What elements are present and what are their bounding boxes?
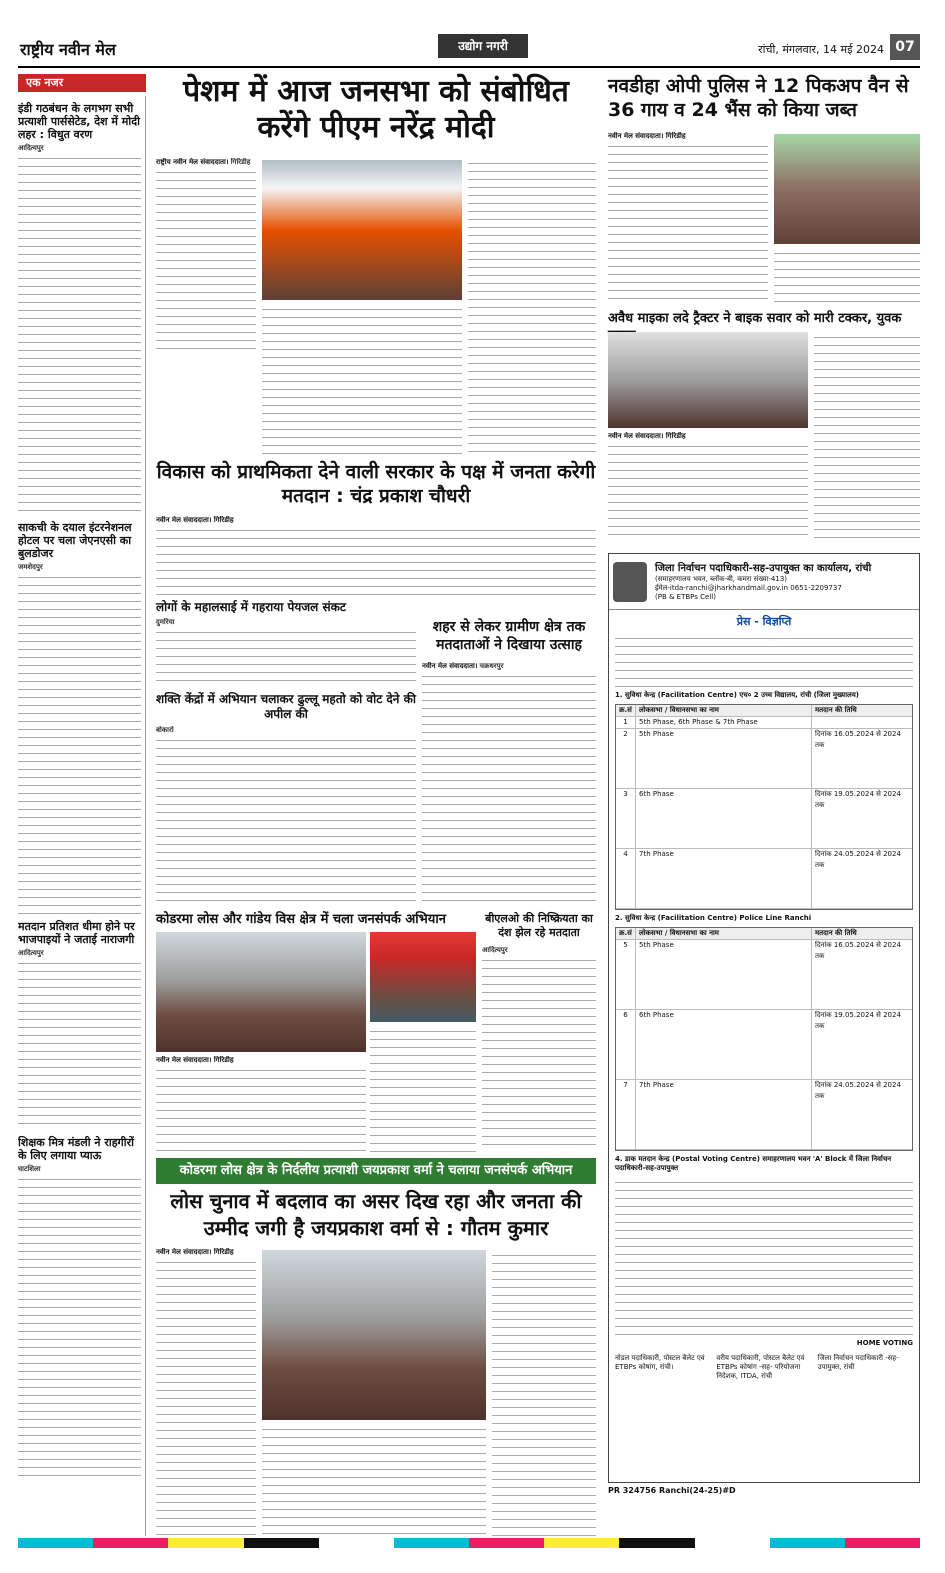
left-item-dateline: आदित्यपुर — [18, 949, 44, 957]
text-lines — [18, 574, 141, 914]
left-item-dateline: जमशेदपुर — [18, 563, 43, 571]
print-color-bar — [18, 1538, 920, 1548]
right-story2-text: नवीन मेल संवाददाता। गिरिडीह — [608, 432, 808, 542]
text-lines — [468, 160, 596, 454]
text-lines — [18, 155, 141, 515]
table-row: 4 7th Phase दिनांक 24.05.2024 से 2024 तक — [616, 849, 912, 909]
text-lines — [492, 1252, 596, 1538]
story8-text: नवीन मेल संवाददाता। गिरिडीह — [156, 1248, 256, 1538]
story8-headline: लोस चुनाव में बदलाव का असर दिख रहा और जनता की उम्मीद जगी है जयप्रकाश वर्मा से : गौतम कुमार — [170, 1189, 582, 1240]
right-story2-text — [814, 332, 920, 542]
notice-section-4: 4. डाक मतदान केन्द्र (Postal Voting Centre) समाहरणालय भवन 'A' Block में जिला निर्वाचन पदाधिकारी-सह-उपायुक्त — [615, 1155, 892, 1172]
notice-section-1: 1. सुविधा केन्द्र (Facilitation Centre) एच० 2 उच्च विद्यालय, रांची (जिला मुख्यालय) — [615, 691, 860, 699]
home-voting-label: HOME VOTING — [856, 1339, 913, 1347]
masthead — [18, 28, 920, 68]
text-lines — [482, 957, 596, 1152]
text-lines — [608, 143, 768, 302]
notice-email: ईमेल-itda-ranchi@jharkhandmail.gov.in 0651-2209737 — [655, 583, 842, 592]
right-lead-text: नवीन मेल संवाददाता। गिरिडीह — [608, 132, 768, 302]
phase-table — [615, 704, 913, 910]
ek-nazar-label: एक नजर — [18, 74, 146, 92]
right-story2-headline: अवैध माइका लदे ट्रैक्टर ने बाइक सवार को मारी टक्कर, युवक — [608, 311, 902, 326]
left-item-headline: मतदान प्रतिशत धीमा होने पर भाजपाइयों ने जताई नाराजगी — [18, 920, 135, 946]
text-lines — [156, 1067, 366, 1152]
rally-stage-photo — [262, 160, 462, 300]
left-news-column — [18, 96, 146, 1536]
story7-headline: बीएलओ की निष्क्रियता का दंश झेल रहे मतदाता — [485, 912, 593, 939]
table-row: 5 5th Phase दिनांक 16.05.2024 से 2024 तक — [616, 940, 912, 1010]
national-emblem-icon — [613, 562, 647, 602]
notice-signatories — [615, 1354, 913, 1381]
text-lines — [156, 737, 416, 906]
campaign-crowd-photo — [156, 932, 366, 1052]
story6-text — [370, 1026, 476, 1152]
signatory-nodal: नोडल पदाधिकारी, पोस्टल बैलेट एवं ETBPs कोषांग, रांची। — [615, 1354, 705, 1371]
text-lines — [615, 635, 913, 687]
story5-headline: शहर से लेकर ग्रामीण क्षेत्र तक मतदाताओं ने दिखाया उत्साह — [432, 619, 586, 653]
story3-headline: लोगों के महालसाई में गहराया पेयजल संकट — [156, 600, 346, 614]
left-item-dateline: घाटशिला — [18, 1165, 41, 1173]
flag-rally-photo — [370, 932, 476, 1022]
story5-text: नवीन मेल संवाददाता। चक्रधरपुर — [422, 662, 596, 906]
signatory-senior: वरीय पदाधिकारी, पोस्टल बैलेट एवं ETBPs कोषांग -सह- परियोजना निदेशक, ITDA, रांची — [716, 1354, 805, 1380]
text-lines — [156, 527, 596, 596]
notice-subtitle: (समाहरणालय भवन, ब्लॉक-बी, कमरा संख्या-413) — [655, 574, 788, 583]
lead-story-text: राष्ट्रीय नवीन मेल संवाददाता। गिरिडीह — [156, 158, 256, 358]
story6-text: नवीन मेल संवाददाता। गिरिडीह — [156, 1056, 366, 1152]
notice-section-2: 2. सुविधा केन्द्र (Facilitation Centre) Police Line Ranchi — [615, 914, 812, 922]
lead-story-text — [262, 304, 462, 454]
story2-text: नवीन मेल संवाददाता। गिरिडीह — [156, 516, 596, 596]
signatory-deo: जिला निर्वाचन पदाधिकारी -सह- उपायुक्त, रांची — [817, 1354, 899, 1371]
text-lines — [615, 1179, 913, 1337]
table-header-row: क्र.सं लोकसभा / विधानसभा का नाम मतदान की तिथि — [616, 928, 912, 940]
text-lines — [422, 673, 596, 903]
brand-name: राष्ट्रीय नवीन मेल — [20, 40, 116, 59]
text-lines — [156, 629, 416, 688]
text-lines — [608, 443, 808, 542]
table-row: 6 6th Phase दिनांक 19.05.2024 से 2024 तक — [616, 1010, 912, 1080]
accident-scene-photo — [608, 332, 808, 428]
story3-text: दुमरिया — [156, 618, 416, 688]
left-item-headline: साकची के दयाल इंटरनेशनल होटल पर चला जेएनएसी का बुलडोजर — [18, 521, 132, 560]
text-lines — [774, 250, 920, 302]
story4-headline: शक्ति केंद्रों में अभियान चलाकर ढुल्लू महतो को वोट देने की अपील की — [156, 692, 416, 721]
story8-text — [262, 1424, 486, 1538]
table-row: 7 7th Phase दिनांक 24.05.2024 से 2024 तक — [616, 1080, 912, 1150]
text-lines — [262, 1426, 486, 1538]
left-item-headline: शिक्षक मित्र मंडली ने राहगीरों के लिए लगाया प्याऊ — [18, 1136, 134, 1162]
notice-header — [609, 554, 919, 610]
text-lines — [156, 169, 256, 349]
story7-text: आदित्यपुर — [482, 946, 596, 1152]
lead-story-text — [468, 158, 596, 454]
right-lead-text — [774, 248, 920, 302]
text-lines — [18, 960, 141, 1130]
left-item-headline: इंडी गठबंधन के लगभग सभी प्रत्याशी पार्ससेटेड, देश में मोदी लहर : विधुत वरण — [18, 102, 140, 141]
story6-headline: कोडरमा लोस और गांडेय विस क्षेत्र में चला जनसंपर्क अभियान — [156, 912, 446, 927]
notice-tag: (PB & ETBPs Cell) — [655, 592, 716, 601]
notice-title: जिला निर्वाचन पदाधिकारी-सह-उपायुक्त का कार्यालय, रांची — [655, 562, 872, 574]
left-item-dateline: आदित्यपुर — [18, 144, 44, 152]
press-release-title: प्रेस - विज्ञप्ति — [736, 615, 792, 628]
phase-table — [615, 927, 913, 1151]
story8-text — [492, 1250, 596, 1538]
table-row: 2 5th Phase दिनांक 16.05.2024 से 2024 तक — [616, 729, 912, 789]
seized-cattle-photo — [774, 134, 920, 244]
table-row: 3 6th Phase दिनांक 19.05.2024 से 2024 तक — [616, 789, 912, 849]
page-number: 07 — [890, 34, 920, 60]
text-lines — [814, 334, 920, 542]
election-notice — [608, 553, 920, 1483]
newspaper-page — [18, 28, 920, 1548]
candidate-campaign-photo — [262, 1250, 486, 1420]
story2-headline: विकास को प्राथमिकता देने वाली सरकार के पक्ष में जनता करेगी मतदान : चंद्र प्रकाश चौधरी — [156, 461, 596, 507]
right-lead-headline: नवडीहा ओपी पुलिस ने 12 पिकअप वैन से 36 गाय व 24 भैंस को किया जब्त — [608, 75, 909, 121]
section-tab: उद्योग नगरी — [438, 34, 528, 58]
lead-headline: पेशम में आज जनसभा को संबोधित करेंगे पीएम नरेंद्र मोदी — [183, 74, 569, 145]
notice-code: PR 324756 Ranchi(24-25)#D — [608, 1486, 736, 1495]
table-row: 1 5th Phase, 6th Phase & 7th Phase — [616, 717, 912, 729]
text-lines — [370, 1028, 476, 1152]
story4-text: बोकारो — [156, 726, 416, 906]
text-lines — [156, 1259, 256, 1538]
table-header-row: क्र.सं लोकसभा / विधानसभा का नाम मतदान की तिथि — [616, 705, 912, 717]
campaign-banner: कोडरमा लोस क्षेत्र के निर्दलीय प्रत्याशी जयप्रकाश वर्मा ने चलाया जनसंपर्क अभियान — [156, 1158, 596, 1184]
dateline: रांची, मंगलवार, 14 मई 2024 — [758, 43, 884, 56]
notice-table-block — [615, 1177, 913, 1337]
text-lines — [262, 306, 462, 454]
notice-intro-text — [615, 633, 913, 687]
text-lines — [18, 1176, 141, 1476]
